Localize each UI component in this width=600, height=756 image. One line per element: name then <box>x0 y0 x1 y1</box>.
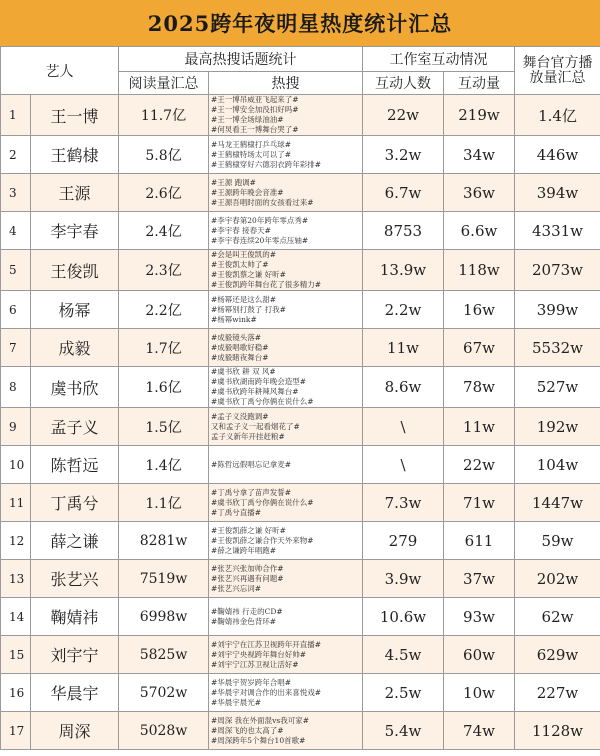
row-index: 16 <box>1 674 31 712</box>
hotsearch-topic: #成毅唱歌好稳# <box>211 342 269 352</box>
hotsearch-topic: #王鹤棣特场太可以了# <box>211 149 292 159</box>
hotsearch-topics <box>209 522 363 560</box>
row-index: 4 <box>1 212 31 250</box>
hotsearch-topic: #周深飞的也太高了# <box>211 725 284 735</box>
artist-name: 华晨宇 <box>31 674 119 712</box>
hotsearch-topics <box>209 636 363 674</box>
reads-total: 5.8亿 <box>119 136 209 174</box>
header-reads: 阅读量汇总 <box>119 72 209 95</box>
interact-count: 611 <box>444 522 515 560</box>
hotsearch-topic: #华晨宇贺岁跨年合唱# <box>211 677 292 687</box>
artist-name: 杨幂 <box>31 291 119 329</box>
artist-name: 周深 <box>31 712 119 750</box>
interact-count: 74w <box>444 712 515 750</box>
row-index: 12 <box>1 522 31 560</box>
hotsearch-topic: #王鹤棣穿好六德羽衣跨年彩排# <box>211 159 322 169</box>
row-index: 6 <box>1 291 31 329</box>
interact-people: 279 <box>363 522 444 560</box>
hotsearch-topic: #王俊凯薛之谦合作天外来物# <box>211 535 314 545</box>
row-index: 15 <box>1 636 31 674</box>
stage-plays: 62w <box>515 598 600 636</box>
artist-name: 李宇春 <box>31 212 119 250</box>
hotsearch-topics <box>209 598 363 636</box>
header-studio: 工作室互动情况 <box>363 47 515 72</box>
interact-count: 71w <box>444 484 515 522</box>
reads-total: 2.3亿 <box>119 250 209 291</box>
hotsearch-topic: 孟子义新年开挂赶粮# <box>211 431 285 441</box>
table-row <box>1 408 600 446</box>
interact-people: 2.5w <box>363 674 444 712</box>
hotsearch-topic: #周深 我在外面混vs我可家# <box>211 715 310 725</box>
reads-total: 2.6亿 <box>119 174 209 212</box>
reads-total: 5702w <box>119 674 209 712</box>
artist-name: 虞书欣 <box>31 367 119 408</box>
hotsearch-topic: #刘宇宁央视跨年舞台好帅# <box>211 649 307 659</box>
artist-name: 王一博 <box>31 95 119 136</box>
reads-total: 5028w <box>119 712 209 750</box>
hotsearch-topics <box>209 446 363 484</box>
hotsearch-topic: #何炅看王一博舞台哭了# <box>211 125 299 134</box>
interact-people: 5.4w <box>363 712 444 750</box>
hotsearch-topic: 又和孟子义一起看烟花了# <box>211 421 300 431</box>
table-row <box>1 446 600 484</box>
hotsearch-topics <box>209 484 363 522</box>
interact-people: 10.6w <box>363 598 444 636</box>
stage-plays: 227w <box>515 674 600 712</box>
table-row <box>1 674 600 712</box>
reads-total: 2.4亿 <box>119 212 209 250</box>
interact-count: 78w <box>444 367 515 408</box>
row-index: 8 <box>1 367 31 408</box>
interact-people: 6.7w <box>363 174 444 212</box>
artist-name: 刘宇宁 <box>31 636 119 674</box>
artist-name: 孟子义 <box>31 408 119 446</box>
hotsearch-topics <box>209 136 363 174</box>
hotsearch-topics <box>209 212 363 250</box>
hotsearch-topic: #王一博全场绿油油# <box>211 115 284 124</box>
hotsearch-topic: #会是叫王俊凯的# <box>211 250 277 259</box>
interact-count: 60w <box>444 636 515 674</box>
interact-count: 11w <box>444 408 515 446</box>
table-row <box>1 174 600 212</box>
table-row <box>1 212 600 250</box>
interact-people: 3.9w <box>363 560 444 598</box>
artist-name: 王鹤棣 <box>31 136 119 174</box>
stage-plays: 4331w <box>515 212 600 250</box>
hotsearch-topic: #虞书欣跨年耕辣风舞台# <box>211 387 299 396</box>
artist-name: 王源 <box>31 174 119 212</box>
hotsearch-topic: #张艺兴张加帅合作# <box>211 563 284 573</box>
stage-plays: 527w <box>515 367 600 408</box>
table-row <box>1 95 600 136</box>
hotsearch-topic: #王源跨年晚会音准# <box>211 187 284 197</box>
interact-count: 219w <box>444 95 515 136</box>
hotsearch-topic: #王俊凯蔡之谦 好听# <box>211 270 286 279</box>
hotsearch-topic: #李宇春 接春天# <box>211 225 271 235</box>
table-row <box>1 136 600 174</box>
hotsearch-topic: #孟子义没跑调# <box>211 411 269 421</box>
hotsearch-topic: #王俊凯薛之谦 好听# <box>211 525 286 535</box>
hotsearch-topic: #鞠婧祎 行走的CD# <box>211 606 283 616</box>
row-index: 14 <box>1 598 31 636</box>
hotsearch-topic: #李宇春第20年跨年零点秀# <box>211 215 309 225</box>
reads-total: 8281w <box>119 522 209 560</box>
stage-plays: 399w <box>515 291 600 329</box>
hotsearch-topic: #王一博吊威亚飞起来了# <box>211 95 299 104</box>
row-index: 9 <box>1 408 31 446</box>
interact-count: 67w <box>444 329 515 367</box>
interact-people: \ <box>363 446 444 484</box>
artist-name: 鞠婧祎 <box>31 598 119 636</box>
hotsearch-topic: #刘宇宁江苏卫视让活好# <box>211 659 299 669</box>
reads-total: 1.1亿 <box>119 484 209 522</box>
interact-count: 93w <box>444 598 515 636</box>
header-artist: 艺人 <box>1 47 119 95</box>
hotsearch-topic: #陈哲远假唱忘记拿麦# <box>211 459 292 469</box>
reads-total: 5825w <box>119 636 209 674</box>
reads-total: 1.4亿 <box>119 446 209 484</box>
stage-plays: 59w <box>515 522 600 560</box>
hotsearch-topic: #杨幂还是这么甜# <box>211 294 277 304</box>
hotsearch-topics <box>209 712 363 750</box>
table-row <box>1 560 600 598</box>
hotsearch-topics <box>209 674 363 712</box>
header-stage <box>515 47 600 95</box>
hotsearch-topic: #成毅睹夜舞台# <box>211 352 269 362</box>
row-index: 5 <box>1 250 31 291</box>
hotsearch-topic: #杨幂别打鼓了 打我# <box>211 304 286 314</box>
header-stage-line1: 舞台官方播 <box>522 54 593 71</box>
stage-plays: 1128w <box>515 712 600 750</box>
heat-table <box>0 46 600 750</box>
hotsearch-topics <box>209 95 363 136</box>
reads-total: 1.5亿 <box>119 408 209 446</box>
table-row <box>1 484 600 522</box>
interact-count: 16w <box>444 291 515 329</box>
hotsearch-topics <box>209 291 363 329</box>
reads-total: 7519w <box>119 560 209 598</box>
table-row <box>1 636 600 674</box>
interact-people: 22w <box>363 95 444 136</box>
hotsearch-topic: #马龙王鹤棣打乒乓球# <box>211 139 292 149</box>
hotsearch-topic: #薛之谦跨年唱跑# <box>211 545 277 555</box>
hotsearch-topic: #鞠婧祎金色背环# <box>211 616 277 626</box>
row-index: 1 <box>1 95 31 136</box>
interact-count: 36w <box>444 174 515 212</box>
row-index: 17 <box>1 712 31 750</box>
stage-plays: 202w <box>515 560 600 598</box>
reads-total: 1.6亿 <box>119 367 209 408</box>
reads-total: 1.7亿 <box>119 329 209 367</box>
interact-people: 2.2w <box>363 291 444 329</box>
row-index: 3 <box>1 174 31 212</box>
row-index: 10 <box>1 446 31 484</box>
hotsearch-topic: #王俊凯太帅了# <box>211 260 269 269</box>
artist-name: 丁禹兮 <box>31 484 119 522</box>
interact-people: 8753 <box>363 212 444 250</box>
table-row <box>1 598 600 636</box>
artist-name: 陈哲远 <box>31 446 119 484</box>
reads-total: 11.7亿 <box>119 95 209 136</box>
artist-name: 张艺兴 <box>31 560 119 598</box>
stage-plays: 394w <box>515 174 600 212</box>
hotsearch-topic: #刘宇宁在江苏卫视跨年开直播# <box>211 639 322 649</box>
interact-people: 4.5w <box>363 636 444 674</box>
stage-plays: 104w <box>515 446 600 484</box>
row-index: 2 <box>1 136 31 174</box>
hotsearch-topic: #虞书欣湖南跨年晚会造型# <box>211 377 307 386</box>
hotsearch-topic: #王源吾唱时面的女孩看过来# <box>211 197 314 207</box>
hotsearch-topic: #张艺兴再遇有问题# <box>211 573 284 583</box>
interact-people: \ <box>363 408 444 446</box>
artist-name: 薛之谦 <box>31 522 119 560</box>
hotsearch-topic: #华晨宇对调合作的出来喜悦戏# <box>211 687 322 697</box>
header-hot-stats: 最高热搜话题统计 <box>119 47 363 72</box>
page-title: 2025跨年夜明星热度统计汇总 <box>0 0 600 48</box>
interact-people: 11w <box>363 329 444 367</box>
interact-count: 37w <box>444 560 515 598</box>
hotsearch-topics <box>209 560 363 598</box>
interact-people: 13.9w <box>363 250 444 291</box>
row-index: 13 <box>1 560 31 598</box>
hotsearch-topics <box>209 367 363 408</box>
hotsearch-topics <box>209 329 363 367</box>
row-index: 11 <box>1 484 31 522</box>
interact-people: 7.3w <box>363 484 444 522</box>
stage-plays: 2073w <box>515 250 600 291</box>
hotsearch-topic: #王源 跑调# <box>211 177 256 187</box>
table-row <box>1 367 600 408</box>
interact-count: 34w <box>444 136 515 174</box>
stage-plays: 1447w <box>515 484 600 522</box>
interact-count: 10w <box>444 674 515 712</box>
table-row <box>1 712 600 750</box>
hotsearch-topics <box>209 408 363 446</box>
interact-people: 3.2w <box>363 136 444 174</box>
header-interact-people: 互动人数 <box>363 72 444 95</box>
hotsearch-topic: #张艺兴忘词# <box>211 583 262 593</box>
stage-plays: 5532w <box>515 329 600 367</box>
hotsearch-topic: #成毅镜头落# <box>211 332 262 342</box>
stage-plays: 446w <box>515 136 600 174</box>
artist-name: 成毅 <box>31 329 119 367</box>
table-row <box>1 291 600 329</box>
interact-count: 22w <box>444 446 515 484</box>
interact-count: 118w <box>444 250 515 291</box>
hotsearch-topic: #丁禹兮直播# <box>211 507 262 517</box>
header-interact-count: 互动量 <box>444 72 515 95</box>
artist-name: 王俊凯 <box>31 250 119 291</box>
table-row <box>1 522 600 560</box>
table-row <box>1 329 600 367</box>
hotsearch-topic: #华晨宇晨光# <box>211 697 262 707</box>
stage-plays: 629w <box>515 636 600 674</box>
hotsearch-topic: #杨幂wink# <box>211 314 257 324</box>
hotsearch-topic: #周深跨年5个舞台10首歌# <box>211 735 306 745</box>
hotsearch-topic: #李宇春连续20年零点压轴# <box>211 235 309 245</box>
interact-people: 8.6w <box>363 367 444 408</box>
reads-total: 6998w <box>119 598 209 636</box>
stage-plays: 192w <box>515 408 600 446</box>
hotsearch-topic: #王俊凯跨年舞台花了很多精力# <box>211 280 322 289</box>
hotsearch-topics <box>209 250 363 291</box>
header-hotsearch: 热搜 <box>209 72 363 95</box>
row-index: 7 <box>1 329 31 367</box>
header-stage-line2: 放量汇总 <box>529 69 586 86</box>
hotsearch-topic: #虞书欣丁禹兮你俩在说什么# <box>211 497 314 507</box>
hotsearch-topic: #丁禹兮拿了苗声发誓# <box>211 487 292 497</box>
hotsearch-topic: #虞书欣丁禹兮你俩在说什么# <box>211 397 314 406</box>
interact-count: 6.6w <box>444 212 515 250</box>
reads-total: 2.2亿 <box>119 291 209 329</box>
hotsearch-topic: #虞书欣 耕 双 风# <box>211 367 276 376</box>
table-row <box>1 250 600 291</box>
stage-plays: 1.4亿 <box>515 95 600 136</box>
hotsearch-topic: #王一博安全加没扣好吗# <box>211 105 299 114</box>
hotsearch-topics <box>209 174 363 212</box>
